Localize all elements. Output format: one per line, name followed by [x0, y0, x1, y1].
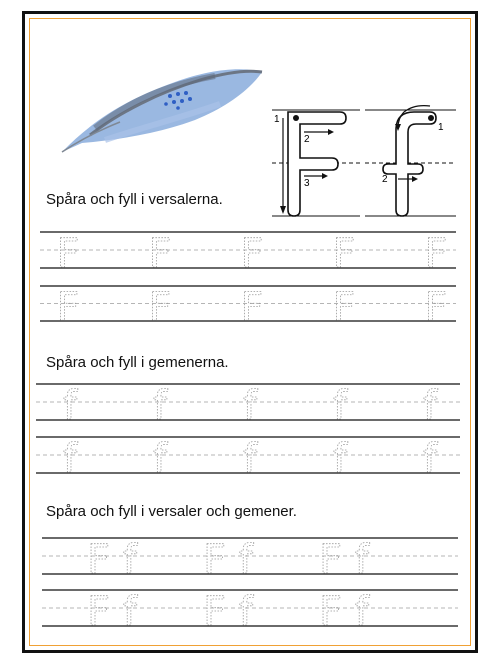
- stroke-number-upper-3: 3: [304, 178, 310, 189]
- trace-letter: F: [148, 285, 172, 330]
- stroke-number-lower-1: 1: [438, 122, 444, 133]
- trace-letter: f: [332, 436, 348, 482]
- instruction-lowercase: Spåra och fyll i gemenerna.: [46, 354, 229, 371]
- trace-letter: F f: [87, 589, 137, 635]
- trace-letter: F f: [87, 537, 137, 583]
- trace-letter: F f: [203, 589, 253, 635]
- trace-letter: F: [332, 231, 356, 277]
- trace-letter: f: [422, 383, 438, 429]
- trace-letter: F: [332, 285, 356, 330]
- trace-letter: F: [56, 285, 80, 330]
- trace-letter: f: [422, 436, 438, 482]
- stroke-number-upper-1: 1: [274, 114, 280, 125]
- trace-letter: f: [62, 436, 78, 482]
- trace-letter: F: [424, 231, 448, 277]
- trace-letter: F: [240, 231, 264, 277]
- trace-letter: F: [424, 285, 448, 330]
- trace-letter: f: [242, 383, 258, 429]
- trace-letter: f: [62, 383, 78, 429]
- trace-letter: F: [56, 231, 80, 277]
- trace-letter: f: [242, 436, 258, 482]
- trace-letter: F: [148, 231, 172, 277]
- trace-letter: F f: [319, 589, 369, 635]
- trace-letter: f: [152, 383, 168, 429]
- trace-letter: f: [332, 383, 348, 429]
- trace-letter: F f: [203, 537, 253, 583]
- stroke-number-lower-2: 2: [382, 174, 388, 185]
- trace-letter: F: [240, 285, 264, 330]
- trace-letter: F f: [319, 537, 369, 583]
- instruction-mixed: Spåra och fyll i versaler och gemener.: [46, 503, 297, 520]
- stroke-number-upper-2: 2: [304, 134, 310, 145]
- trace-letter: f: [152, 436, 168, 482]
- instruction-uppercase: Spåra och fyll i versalerna.: [46, 191, 223, 208]
